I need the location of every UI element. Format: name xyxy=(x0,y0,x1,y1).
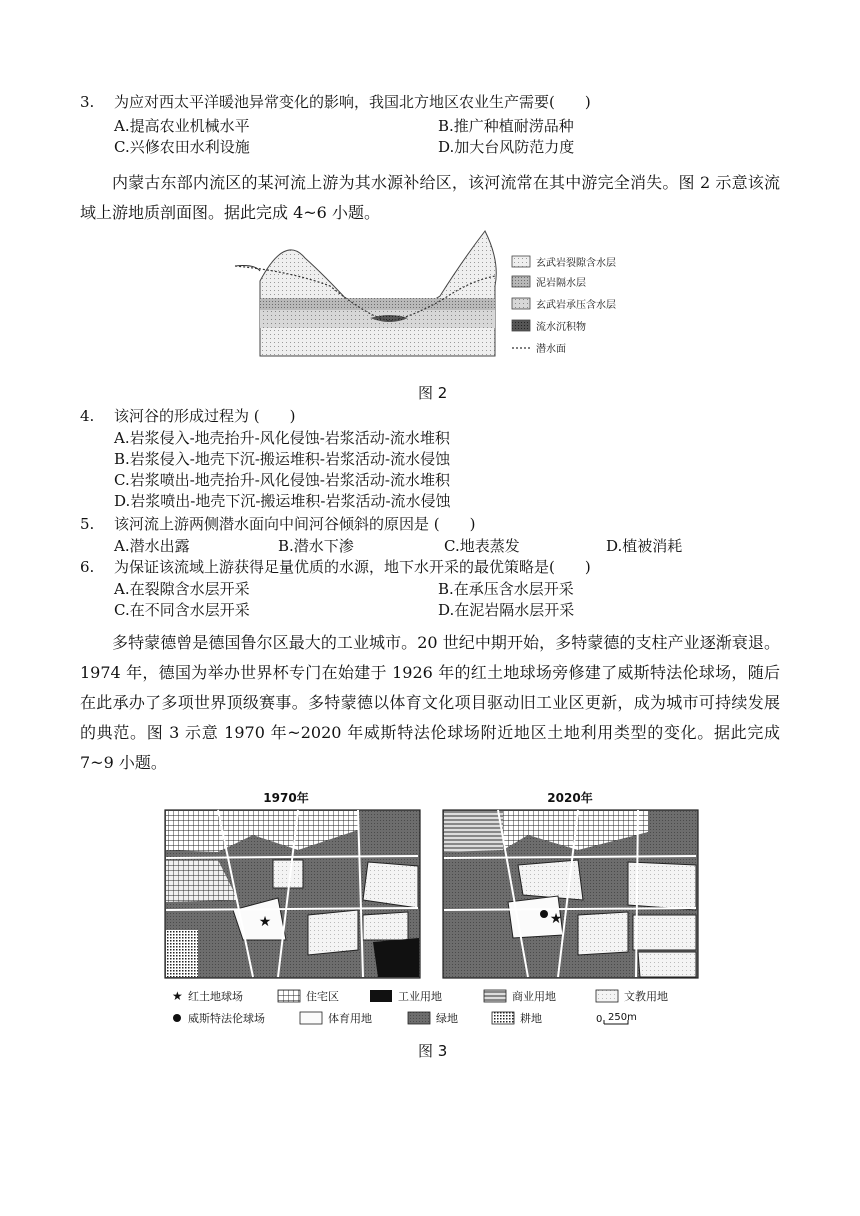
legend-green: 绿地 xyxy=(436,1012,458,1025)
q4-stem xyxy=(80,406,295,426)
map-2020-culture-4 xyxy=(633,915,696,950)
legend-industrial: 工业用地 xyxy=(398,990,442,1003)
map-1970-farmland xyxy=(166,930,198,977)
map-1970-culture-2 xyxy=(363,862,418,908)
scale-bar-length: 250m xyxy=(608,1012,637,1023)
q3-option-c: C.兴修农田水利设施 xyxy=(114,138,250,156)
figure-3-caption: 图 3 xyxy=(418,1042,448,1060)
q3-stem xyxy=(80,92,591,112)
map-1970-title: 1970年 xyxy=(263,791,309,805)
mudstone-band xyxy=(260,298,495,310)
legend-basalt-fissure: 玄武岩裂隙含水层 xyxy=(536,258,616,269)
map-2020-title: 2020年 xyxy=(547,791,593,805)
figure-2-geologic-section xyxy=(230,226,630,376)
map-2020 xyxy=(443,810,698,978)
figure-2-caption: 图 2 xyxy=(418,384,448,402)
q4-number: 4. xyxy=(80,407,95,425)
map-2020-culture-5 xyxy=(638,952,696,977)
legend-commercial: 商业用地 xyxy=(512,990,556,1003)
legend-residential: 住宅区 xyxy=(306,990,339,1003)
q3-stem-text: 为应对西太平洋暖池异常变化的影响，我国北方地区农业生产需要( ) xyxy=(114,93,591,111)
q4-stem-text: 该河谷的形成过程为 ( ) xyxy=(114,407,296,425)
q5-option-d: D.植被消耗 xyxy=(606,537,683,555)
legend-sediment: 流水沉积物 xyxy=(536,322,586,333)
map-1970-red-stadium: ★ xyxy=(258,914,272,930)
q5-number: 5. xyxy=(80,515,95,533)
q6-option-d: D.在泥岩隔水层开采 xyxy=(438,601,575,619)
q6-option-b: B.在承压含水层开采 xyxy=(438,580,574,598)
q5-stem-text: 该河流上游两侧潜水面向中间河谷倾斜的原因是 ( ) xyxy=(114,515,476,533)
map-1970-culture-1 xyxy=(273,860,303,888)
map-2020-red-stadium: ★ xyxy=(549,911,563,927)
q6-stem xyxy=(80,557,591,577)
legend-basalt-confined: 玄武岩承压含水层 xyxy=(536,300,616,311)
map-2020-commercial xyxy=(444,811,503,852)
legend-red-stadium: 红土地球场 xyxy=(188,990,243,1003)
legend-red-stadium-icon: ★ xyxy=(172,989,183,1003)
q4-option-b: B.岩浆侵入-地壳下沉-搬运堆积-岩浆活动-流水侵蚀 xyxy=(114,450,451,468)
q4-option-a: A.岩浆侵入-地壳抬升-风化侵蚀-岩浆活动-流水堆积 xyxy=(114,429,450,447)
map-1970-culture-3 xyxy=(308,910,358,955)
scale-bar xyxy=(596,1012,637,1025)
legend-mudstone: 泥岩隔水层 xyxy=(536,278,586,289)
q5-option-c: C.地表蒸发 xyxy=(444,537,520,555)
q3-option-d: D.加大台风防范力度 xyxy=(438,138,575,156)
figure-3-land-use-maps xyxy=(158,790,718,1030)
legend-water-table: 潜水面 xyxy=(536,344,566,355)
q6-number: 6. xyxy=(80,558,95,576)
legend-culture: 文教用地 xyxy=(624,990,668,1003)
q5-option-b: B.潜水下渗 xyxy=(278,537,354,555)
figure-3-legend xyxy=(172,989,668,1025)
q6-stem-text: 为保证该流域上游获得足量优质的水源，地下水开采的最优策略是( ) xyxy=(114,558,591,576)
q5-option-a: A.潜水出露 xyxy=(114,537,190,555)
map-1970-industrial xyxy=(373,938,419,977)
q6-option-c: C.在不同含水层开采 xyxy=(114,601,250,619)
cross-section xyxy=(235,231,496,356)
q3-number: 3. xyxy=(80,93,95,111)
q4-option-c: C.岩浆喷出-地壳抬升-风化侵蚀-岩浆活动-流水堆积 xyxy=(114,471,450,489)
legend-westfalen-icon xyxy=(173,1014,181,1022)
legend-farmland: 耕地 xyxy=(520,1012,542,1025)
intro-paragraph-2: 多特蒙德曾是德国鲁尔区最大的工业城市。20 世纪中期开始，多特蒙德的支柱产业逐渐衰退。1974 年，德国为举办世界杯专门在始建于 1926 年的红土地球场旁修建了威斯特法伦球场，随后在此承办了多项世界顶级赛事。多特蒙德以体育文化项目驱动旧工业区更新，成为城市可持续发展的典范。图 3 示意 1970 年~2020 年威斯特法伦球场附近地区土地利用类型的变化。据此完成 7~9 小题。 xyxy=(80,633,780,772)
map-1970 xyxy=(165,810,420,978)
legend-westfalen: 威斯特法伦球场 xyxy=(188,1012,265,1025)
q6-option-a: A.在裂隙含水层开采 xyxy=(114,580,250,598)
map-2020-westfalen-stadium xyxy=(540,910,548,918)
q4-option-d: D.岩浆喷出-地壳下沉-搬运堆积-岩浆活动-流水侵蚀 xyxy=(114,492,451,510)
scale-bar-zero: 0 xyxy=(596,1014,603,1025)
q3-option-a: A.提高农业机械水平 xyxy=(114,117,250,135)
legend-sports: 体育用地 xyxy=(328,1012,372,1025)
intro-paragraph-1: 内蒙古东部内流区的某河流上游为其水源补给区，该河流常在其中游完全消失。图 2 示意该流域上游地质剖面图。据此完成 4~6 小题。 xyxy=(80,173,780,222)
q5-stem xyxy=(80,514,475,534)
map-2020-culture-1 xyxy=(518,860,583,900)
figure-2-legend xyxy=(512,256,616,355)
map-2020-culture-3 xyxy=(578,912,628,955)
map-1970-culture-4 xyxy=(363,912,408,940)
q3-option-b: B.推广种植耐涝品种 xyxy=(438,117,574,135)
